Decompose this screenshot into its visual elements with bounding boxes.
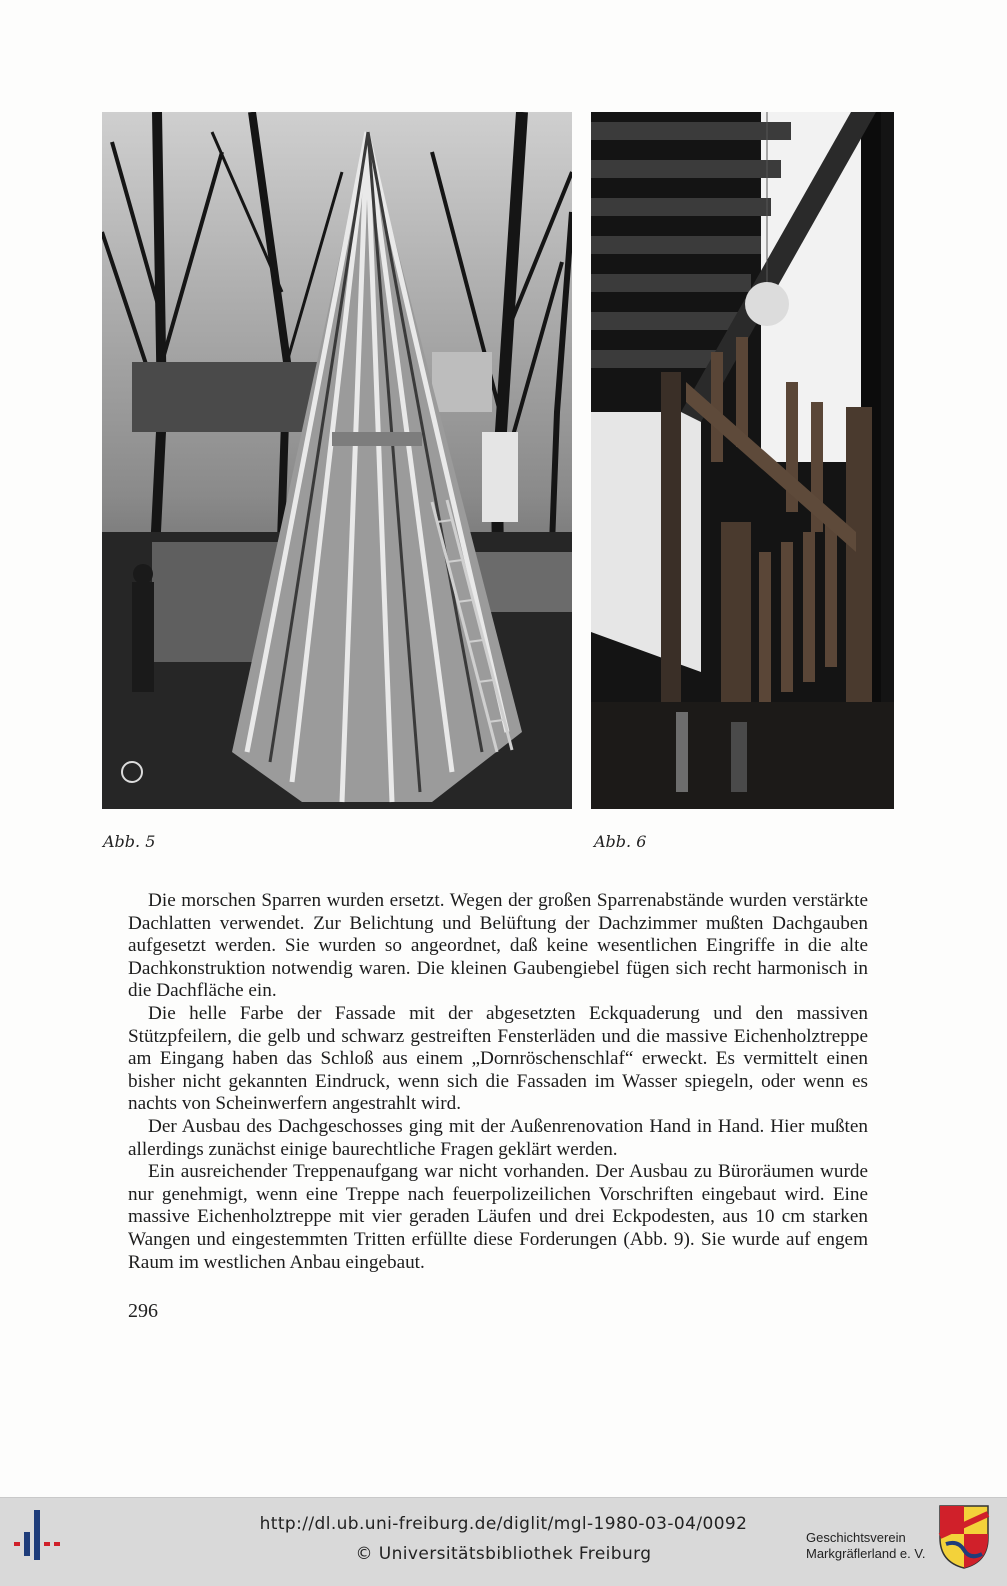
footer-copyright: © Universitätsbibliothek Freiburg [355,1544,652,1564]
paragraph: Die morschen Sparren wurden ersetzt. Wegen der großen Sparrenabstände wurden verstärkte Dachlatten verwendet. Zur Belichtung und Belüftung der Dachzimmer mußten Dachgauben aufgesetzt werden. Sie wurden so angeordnet, daß keine wesentlichen Eingriffe in die alte Dachkonstruktion notwendig waren. Die kleinen Gaubengiebel fügen sich recht harmonisch in die Dachfläche ein. [128,890,868,1002]
figure-caption-abb5: Abb. 5 [103,832,156,851]
staircase-photo-image [591,112,894,809]
body-text [128,890,868,1274]
footer-bar [0,1497,1007,1586]
society-line-1: Geschichtsverein [806,1530,906,1545]
paragraph: Der Ausbau des Dachgeschosses ging mit der Außenrenovation Hand in Hand. Hier mußten allerdings zunächst einige baurechtliche Fragen geklärt werden. [128,1115,868,1160]
figure-abb6-photo [591,112,894,809]
paragraph: Ein ausreichender Treppenaufgang war nicht vorhanden. Der Ausbau zu Büroräumen wurde nur genehmigt, wenn eine Treppe nach feuerpolizeilichen Vorschriften eingebaut wird. Eine massive Eichenholztreppe mit vier geraden Läufen und drei Eckpodesten, aus 10 cm starken Wangen und eingestemmten Tritten erfüllte diese Forderungen (Abb. 9). Sie wurde auf engem Raum im westlichen Anbau eingebaut. [128,1161,868,1273]
coat-of-arms-icon [938,1504,990,1570]
footer-society-name [806,1530,936,1562]
figure-abb5-photo [102,112,572,809]
paragraph: Die helle Farbe der Fassade mit der abgesetzten Eckquaderung und den massiven Stützpfeilern, die gelb und schwarz gestreiften Fensterläden und die massive Eichenholztreppe am Eingang haben das Schloß aus einem „Dornröschenschlaf“ erweckt. Es vermittelt einen bisher nicht gekannten Eindruck, wenn sich die Fassaden im Wasser spiegeln, oder wenn es nachts von Scheinwerfern angestrahlt wird. [128,1002,868,1115]
footer-url-link[interactable]: http://dl.ub.uni-freiburg.de/diglit/mgl-1980-03-04/0092 [259,1514,748,1534]
figure-caption-abb6: Abb. 6 [594,832,647,851]
roof-spire-photo-image [102,112,572,809]
society-line-2: Markgräflerland e. V. [806,1546,926,1561]
page-number: 296 [128,1300,158,1322]
